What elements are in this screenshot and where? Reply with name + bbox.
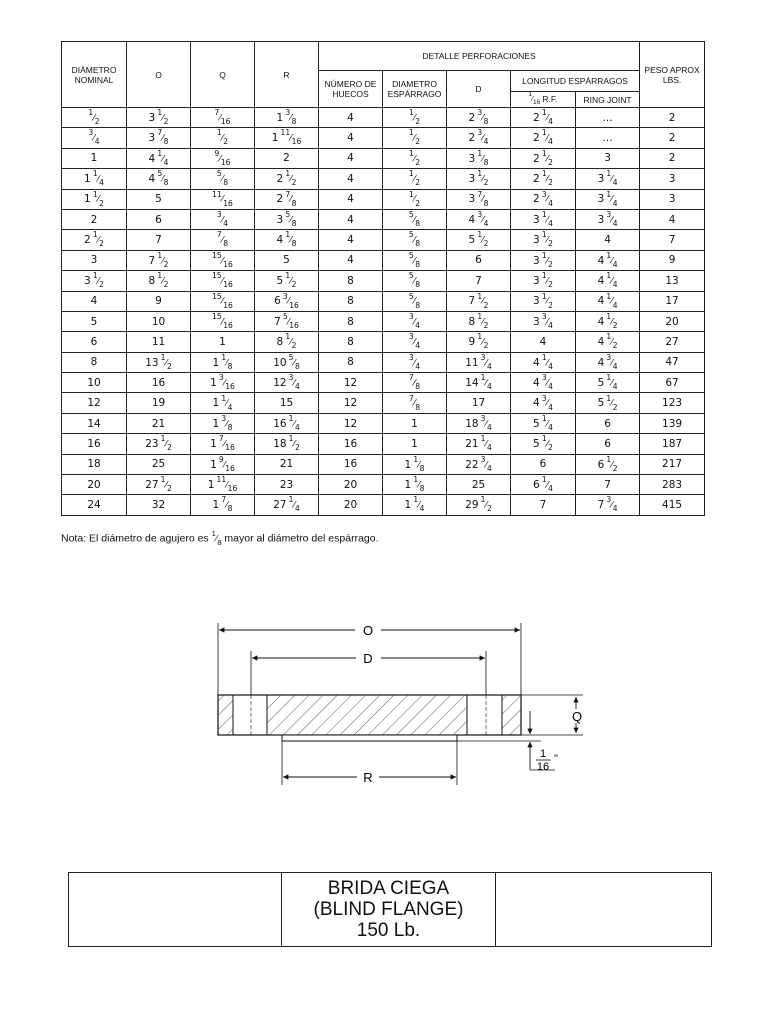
title-block-title	[282, 873, 496, 947]
table-row	[62, 332, 705, 352]
table-row	[62, 373, 705, 393]
cell-peso: 283	[640, 475, 705, 495]
header-rf	[511, 92, 576, 108]
cell-ring-joint: ...	[576, 128, 640, 148]
cell-diametro-nominal: 8	[62, 352, 127, 372]
cell-rf: 6 $^1⁄_4$	[511, 475, 576, 495]
cell-r: 23	[255, 475, 319, 495]
cell-r: 5 $^1⁄_2$	[255, 271, 319, 291]
cell-numero-huecos: 16	[319, 434, 383, 454]
cell-peso: 17	[640, 291, 705, 311]
table-row	[62, 230, 705, 250]
cell-peso: 47	[640, 352, 705, 372]
cell-rf: 2 $^1⁄_4$	[511, 108, 576, 128]
cell-diametro-nominal: 14	[62, 413, 127, 433]
cell-q: 1	[191, 332, 255, 352]
cell-q: 1 $^9⁄_{16}$	[191, 454, 255, 474]
title-block-left-cell	[69, 873, 282, 947]
cell-numero-huecos: 12	[319, 413, 383, 433]
cell-o: 32	[127, 495, 191, 515]
cell-q: 1 $^{11}⁄_{16}$	[191, 475, 255, 495]
cell-numero-huecos: 8	[319, 291, 383, 311]
header-o: O	[127, 42, 191, 108]
cell-r: 15	[255, 393, 319, 413]
cell-peso: 27	[640, 332, 705, 352]
cell-q: 1 $^7⁄_8$	[191, 495, 255, 515]
cell-o: 23 $^1⁄_2$	[127, 434, 191, 454]
cell-diametro-nominal: 1 $^1⁄_2$	[62, 189, 127, 209]
cell-diametro-nominal: 1	[62, 148, 127, 168]
cell-diametro-esparrago: $^1⁄_2$	[383, 148, 447, 168]
cell-ring-joint: 6	[576, 434, 640, 454]
cell-d: 2 $^3⁄_8$	[447, 108, 511, 128]
dimension-label-o: O	[362, 623, 374, 638]
cell-numero-huecos: 4	[319, 108, 383, 128]
cell-rf: 3 $^1⁄_2$	[511, 250, 576, 270]
cell-ring-joint: 4 $^1⁄_4$	[576, 250, 640, 270]
cell-rf: 5 $^1⁄_4$	[511, 413, 576, 433]
cell-rf: 4	[511, 332, 576, 352]
cell-d: 7 $^1⁄_2$	[447, 291, 511, 311]
cell-diametro-esparrago: $^1⁄_2$	[383, 128, 447, 148]
cell-q: $^{11}⁄_{16}$	[191, 189, 255, 209]
cell-diametro-nominal: $^1⁄_2$	[62, 108, 127, 128]
cell-numero-huecos: 8	[319, 311, 383, 331]
cell-rf: 2 $^3⁄_4$	[511, 189, 576, 209]
cell-peso: 67	[640, 373, 705, 393]
cell-numero-huecos: 4	[319, 209, 383, 229]
cell-diametro-nominal: 1 $^1⁄_4$	[62, 169, 127, 189]
cell-r: 18 $^1⁄_2$	[255, 434, 319, 454]
cell-numero-huecos: 20	[319, 475, 383, 495]
cell-r: 27 $^1⁄_4$	[255, 495, 319, 515]
cell-diametro-esparrago: 1 $^1⁄_8$	[383, 454, 447, 474]
cell-d: 17	[447, 393, 511, 413]
rf-label-numerator: 1	[539, 748, 547, 760]
table-row	[62, 475, 705, 495]
cell-diametro-nominal: 6	[62, 332, 127, 352]
cell-peso: 139	[640, 413, 705, 433]
cell-numero-huecos: 8	[319, 271, 383, 291]
header-diametro-nominal: DIÁMETRO NOMINAL	[62, 42, 127, 108]
cell-r: 1 $^{11}⁄_{16}$	[255, 128, 319, 148]
cell-o: 4 $^1⁄_4$	[127, 148, 191, 168]
cell-rf: 4 $^3⁄_4$	[511, 373, 576, 393]
title-line-1: BRIDA CIEGA	[327, 878, 450, 899]
cell-diametro-esparrago: $^5⁄_8$	[383, 230, 447, 250]
cell-ring-joint: 6 $^1⁄_2$	[576, 454, 640, 474]
title-line-3: 150 Lb.	[356, 920, 421, 941]
cell-o: 7	[127, 230, 191, 250]
cell-diametro-esparrago: $^5⁄_8$	[383, 271, 447, 291]
cell-rf: 3 $^1⁄_2$	[511, 230, 576, 250]
cell-diametro-nominal: 18	[62, 454, 127, 474]
cell-r: 7 $^5⁄_{16}$	[255, 311, 319, 331]
cell-q: $^9⁄_{16}$	[191, 148, 255, 168]
cell-peso: 9	[640, 250, 705, 270]
cell-d: 4 $^3⁄_4$	[447, 209, 511, 229]
cell-numero-huecos: 4	[319, 128, 383, 148]
cell-diametro-nominal: 3	[62, 250, 127, 270]
header-q: Q	[191, 42, 255, 108]
cell-rf: 2 $^1⁄_2$	[511, 148, 576, 168]
hatch-right-edge	[502, 695, 521, 735]
cell-r: 4 $^1⁄_8$	[255, 230, 319, 250]
cell-ring-joint: 3 $^1⁄_4$	[576, 169, 640, 189]
cell-peso: 13	[640, 271, 705, 291]
cell-rf: 2 $^1⁄_2$	[511, 169, 576, 189]
header-rf-label: $^1⁄_{16}$ R.F.	[528, 91, 558, 106]
cell-r: 3 $^5⁄_8$	[255, 209, 319, 229]
cell-d: 3 $^1⁄_2$	[447, 169, 511, 189]
cell-diametro-nominal: $^3⁄_4$	[62, 128, 127, 148]
cell-rf: 3 $^1⁄_4$	[511, 209, 576, 229]
cell-diametro-esparrago: 1	[383, 434, 447, 454]
cell-q: 1 $^1⁄_4$	[191, 393, 255, 413]
header-d: D	[447, 71, 511, 108]
header-diametro-esparrago: DIAMETRO ESPÁRRAGO	[383, 71, 447, 108]
cell-numero-huecos: 4	[319, 250, 383, 270]
title-block	[68, 872, 712, 947]
cell-o: 19	[127, 393, 191, 413]
cell-peso: 2	[640, 128, 705, 148]
cell-r: 2	[255, 148, 319, 168]
cell-diametro-esparrago: $^1⁄_2$	[383, 108, 447, 128]
table-row	[62, 108, 705, 128]
cell-r: 6 $^3⁄_{16}$	[255, 291, 319, 311]
cell-o: 25	[127, 454, 191, 474]
cell-peso: 217	[640, 454, 705, 474]
cell-numero-huecos: 12	[319, 373, 383, 393]
table-row	[62, 495, 705, 515]
cell-diametro-esparrago: $^7⁄_8$	[383, 373, 447, 393]
rf-label-unit: "	[554, 753, 558, 765]
cell-d: 22 $^3⁄_4$	[447, 454, 511, 474]
cell-ring-joint: 4 $^1⁄_4$	[576, 291, 640, 311]
cell-diametro-nominal: 24	[62, 495, 127, 515]
cell-ring-joint: 3	[576, 148, 640, 168]
cell-q: 1 $^1⁄_8$	[191, 352, 255, 372]
cell-diametro-nominal: 16	[62, 434, 127, 454]
cell-rf: 3 $^1⁄_2$	[511, 291, 576, 311]
cell-rf: 7	[511, 495, 576, 515]
cell-q: $^{15}⁄_{16}$	[191, 311, 255, 331]
cell-ring-joint: 5 $^1⁄_2$	[576, 393, 640, 413]
cell-numero-huecos: 8	[319, 332, 383, 352]
header-peso-aprox: PESO APROX LBS.	[640, 42, 705, 108]
cell-peso: 123	[640, 393, 705, 413]
cell-ring-joint: 4	[576, 230, 640, 250]
cell-peso: 3	[640, 189, 705, 209]
table-row	[62, 352, 705, 372]
raised-face	[282, 735, 457, 741]
table-row	[62, 148, 705, 168]
cell-q: $^7⁄_8$	[191, 230, 255, 250]
cell-o: 13 $^1⁄_2$	[127, 352, 191, 372]
table-row	[62, 169, 705, 189]
cell-diametro-esparrago: $^5⁄_8$	[383, 209, 447, 229]
flange-dimensions-table	[61, 41, 705, 516]
cell-q: $^7⁄_{16}$	[191, 108, 255, 128]
cell-d: 6	[447, 250, 511, 270]
table-row	[62, 250, 705, 270]
cell-o: 7 $^1⁄_2$	[127, 250, 191, 270]
title-block-right-cell	[496, 873, 712, 947]
cell-ring-joint: 3 $^1⁄_4$	[576, 189, 640, 209]
header-numero-huecos: NÚMERO DE HUECOS	[319, 71, 383, 108]
cell-rf: 6	[511, 454, 576, 474]
cell-peso: 4	[640, 209, 705, 229]
header-longitud-esparragos: LONGITUD ESPÁRRAGOS	[511, 71, 640, 92]
cell-rf: 4 $^3⁄_4$	[511, 393, 576, 413]
hatch-left-edge	[218, 695, 233, 735]
cell-q: $^{15}⁄_{16}$	[191, 250, 255, 270]
cell-d: 9 $^1⁄_2$	[447, 332, 511, 352]
cell-ring-joint: 4 $^1⁄_4$	[576, 271, 640, 291]
cell-d: 25	[447, 475, 511, 495]
table-row	[62, 128, 705, 148]
cell-d: 8 $^1⁄_2$	[447, 311, 511, 331]
note-text-after: mayor al diámetro del espárrago.	[221, 532, 379, 545]
cell-numero-huecos: 4	[319, 189, 383, 209]
cell-o: 21	[127, 413, 191, 433]
cell-d: 29 $^1⁄_2$	[447, 495, 511, 515]
cell-d: 5 $^1⁄_2$	[447, 230, 511, 250]
table-row	[62, 311, 705, 331]
cell-peso: 7	[640, 230, 705, 250]
cell-diametro-esparrago: $^3⁄_4$	[383, 332, 447, 352]
cell-diametro-esparrago: 1	[383, 413, 447, 433]
note-fraction: $^1⁄_8$	[211, 529, 222, 548]
cell-q: 1 $^3⁄_{16}$	[191, 373, 255, 393]
cell-diametro-nominal: 10	[62, 373, 127, 393]
cell-r: 5	[255, 250, 319, 270]
cell-numero-huecos: 4	[319, 169, 383, 189]
cell-diametro-nominal: 5	[62, 311, 127, 331]
note-text-before: Nota: El diámetro de agujero es	[61, 532, 212, 545]
cell-o: 3 $^1⁄_2$	[127, 108, 191, 128]
cell-rf: 2 $^1⁄_4$	[511, 128, 576, 148]
cell-diametro-nominal: 2	[62, 209, 127, 229]
table-row	[62, 291, 705, 311]
cell-d: 14 $^1⁄_4$	[447, 373, 511, 393]
cell-r: 2 $^7⁄_8$	[255, 189, 319, 209]
cell-r: 2 $^1⁄_2$	[255, 169, 319, 189]
cell-diametro-nominal: 20	[62, 475, 127, 495]
cell-d: 21 $^1⁄_4$	[447, 434, 511, 454]
cell-numero-huecos: 16	[319, 454, 383, 474]
cell-rf: 3 $^1⁄_2$	[511, 271, 576, 291]
cell-rf: 3 $^3⁄_4$	[511, 311, 576, 331]
dimension-label-q: Q	[571, 709, 583, 724]
note	[61, 529, 379, 548]
cell-diametro-esparrago: 1 $^1⁄_8$	[383, 475, 447, 495]
cell-o: 16	[127, 373, 191, 393]
cell-ring-joint: ...	[576, 108, 640, 128]
cell-diametro-esparrago: $^5⁄_8$	[383, 250, 447, 270]
cell-ring-joint: 7	[576, 475, 640, 495]
cell-diametro-esparrago: $^1⁄_2$	[383, 169, 447, 189]
table-row	[62, 393, 705, 413]
cell-o: 10	[127, 311, 191, 331]
cell-ring-joint: 4 $^1⁄_2$	[576, 332, 640, 352]
table-row	[62, 413, 705, 433]
hatch-center	[267, 695, 467, 735]
cell-ring-joint: 3 $^3⁄_4$	[576, 209, 640, 229]
cell-diametro-esparrago: $^7⁄_8$	[383, 393, 447, 413]
table-row	[62, 189, 705, 209]
cell-o: 3 $^7⁄_8$	[127, 128, 191, 148]
table-body	[62, 108, 705, 516]
cell-ring-joint: 6	[576, 413, 640, 433]
cell-d: 2 $^3⁄_4$	[447, 128, 511, 148]
cell-peso: 20	[640, 311, 705, 331]
table-row	[62, 271, 705, 291]
cell-q: $^1⁄_2$	[191, 128, 255, 148]
cell-o: 8 $^1⁄_2$	[127, 271, 191, 291]
header-r: R	[255, 42, 319, 108]
cell-d: 3 $^7⁄_8$	[447, 189, 511, 209]
cell-peso: 2	[640, 108, 705, 128]
table-row	[62, 434, 705, 454]
cell-diametro-esparrago: $^3⁄_4$	[383, 352, 447, 372]
cell-diametro-nominal: 4	[62, 291, 127, 311]
cell-q: $^3⁄_4$	[191, 209, 255, 229]
cell-diametro-esparrago: 1 $^1⁄_4$	[383, 495, 447, 515]
cell-o: 11	[127, 332, 191, 352]
cell-rf: 5 $^1⁄_2$	[511, 434, 576, 454]
blind-flange-drawing	[205, 615, 585, 795]
cell-o: 27 $^1⁄_2$	[127, 475, 191, 495]
header-detalle-perforaciones: DETALLE PERFORACIONES	[319, 42, 640, 71]
cell-diametro-esparrago: $^5⁄_8$	[383, 291, 447, 311]
cell-ring-joint: 4 $^3⁄_4$	[576, 352, 640, 372]
cell-d: 7	[447, 271, 511, 291]
cell-q: 1 $^3⁄_8$	[191, 413, 255, 433]
cell-o: 5	[127, 189, 191, 209]
cell-numero-huecos: 12	[319, 393, 383, 413]
cell-ring-joint: 7 $^3⁄_4$	[576, 495, 640, 515]
cell-q: 1 $^7⁄_{16}$	[191, 434, 255, 454]
cell-peso: 3	[640, 169, 705, 189]
cell-diametro-nominal: 2 $^1⁄_2$	[62, 230, 127, 250]
cell-r: 1 $^3⁄_8$	[255, 108, 319, 128]
cell-rf: 4 $^1⁄_4$	[511, 352, 576, 372]
cell-peso: 415	[640, 495, 705, 515]
cell-diametro-nominal: 12	[62, 393, 127, 413]
cell-numero-huecos: 4	[319, 230, 383, 250]
cell-o: 6	[127, 209, 191, 229]
cell-q: $^5⁄_8$	[191, 169, 255, 189]
cell-r: 8 $^1⁄_2$	[255, 332, 319, 352]
cell-ring-joint: 5 $^1⁄_4$	[576, 373, 640, 393]
cell-o: 9	[127, 291, 191, 311]
cell-diametro-nominal: 3 $^1⁄_2$	[62, 271, 127, 291]
cell-q: $^{15}⁄_{16}$	[191, 271, 255, 291]
cell-numero-huecos: 8	[319, 352, 383, 372]
rf-label-denominator: 16	[536, 761, 550, 773]
cell-diametro-esparrago: $^3⁄_4$	[383, 311, 447, 331]
cell-d: 11 $^3⁄_4$	[447, 352, 511, 372]
cell-peso: 187	[640, 434, 705, 454]
cell-r: 21	[255, 454, 319, 474]
title-line-2: (BLIND FLANGE)	[313, 899, 464, 920]
cell-r: 16 $^1⁄_4$	[255, 413, 319, 433]
header-ring-joint: RING JOINT	[576, 92, 640, 108]
cell-r: 10 $^5⁄_8$	[255, 352, 319, 372]
cell-d: 18 $^3⁄_4$	[447, 413, 511, 433]
cell-numero-huecos: 20	[319, 495, 383, 515]
cell-d: 3 $^1⁄_8$	[447, 148, 511, 168]
table-row	[62, 454, 705, 474]
table-row	[62, 209, 705, 229]
dimension-label-d: D	[363, 651, 373, 666]
cell-numero-huecos: 4	[319, 148, 383, 168]
cell-q: $^{15}⁄_{16}$	[191, 291, 255, 311]
cell-peso: 2	[640, 148, 705, 168]
cell-o: 4 $^5⁄_8$	[127, 169, 191, 189]
cell-r: 12 $^3⁄_4$	[255, 373, 319, 393]
dimension-label-r: R	[363, 770, 373, 785]
cell-diametro-esparrago: $^1⁄_2$	[383, 189, 447, 209]
cell-ring-joint: 4 $^1⁄_2$	[576, 311, 640, 331]
